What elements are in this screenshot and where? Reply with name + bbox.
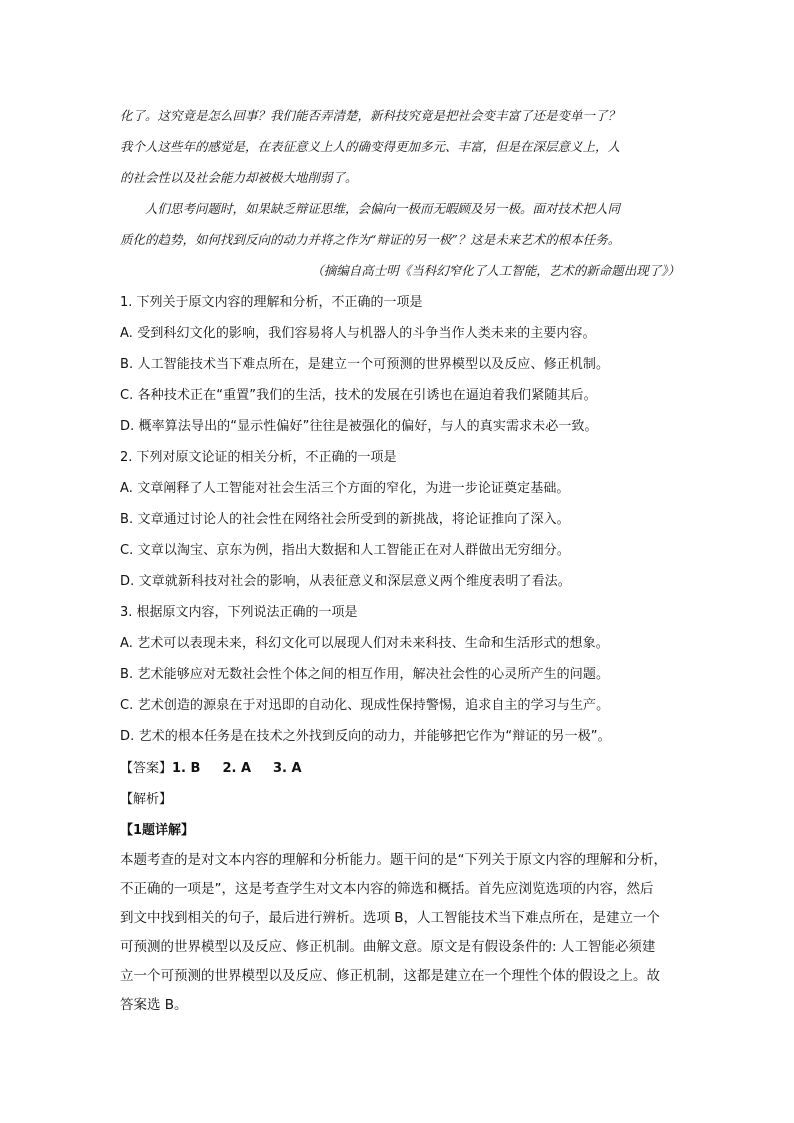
analysis-label: 【解析】 <box>120 792 173 807</box>
answer-line <box>120 753 302 784</box>
detail-label: 【1题详解】 <box>120 823 195 838</box>
option-2b: B. 文章通过讨论人的社会性在网络社会所受到的新挑战，将论证推向了深入。 <box>120 512 570 527</box>
explanation-line: 答案选 B。 <box>120 997 188 1013</box>
question-stem-3: 3. 根据原文内容，下列说法正确的一项是 <box>120 605 358 620</box>
option-3a: A. 艺术可以表现未来，科幻文化可以展现人们对未来科技、生命和生活形式的想象。 <box>120 636 609 651</box>
answer-item: 3. A <box>273 761 302 776</box>
option-2c: C. 文章以淘宝、京东为例，指出大数据和人工智能正在对人群做出无穷细分。 <box>120 543 570 558</box>
explanation-line: 本题考查的是对文本内容的理解和分析能力。题干问的是“下列关于原文内容的理解和分析， <box>120 852 667 868</box>
option-2a: A. 文章阐释了人工智能对社会生活三个方面的窄化，为进一步论证奠定基础。 <box>120 481 570 496</box>
passage-line: 质化的趋势，如何找到反向的动力并将之作为“辩证的另一极”？这是未来艺术的根本任务。 <box>120 232 621 247</box>
explanation-line: 到文中找到相关的句子，最后进行辨析。选项 B，人工智能技术当下难点所在，是建立一个 <box>120 910 661 926</box>
question-stem-2: 2. 下列对原文论证的相关分析，不正确的一项是 <box>120 450 397 465</box>
passage-line: 化了。这究竟是怎么回事？我们能否弄清楚，新科技究竟是把社会变丰富了还是变单一了？ <box>120 108 621 123</box>
question-list <box>120 287 680 752</box>
option-1a: A. 受到科幻文化的影响，我们容易将人与机器人的斗争当作人类未来的主要内容。 <box>120 326 596 341</box>
explanation-text <box>120 846 680 1020</box>
option-2d: D. 文章就新科技对社会的影响，从表征意义和深层意义两个维度表明了看法。 <box>120 574 571 589</box>
passage-line: 人们思考问题时，如果缺乏辩证思维，会偏向一极而无暇顾及另一极。面对技术把人同 <box>145 201 621 216</box>
explanation-line: 不正确的一项是”，这是考查学生对文本内容的筛选和概括。首先应浏览选项的内容，然后 <box>120 881 654 897</box>
explanation-line: 立一个可预测的世界模型以及反应、修正机制，这都是建立在一个理性个体的假设之上。故 <box>120 968 660 984</box>
passage-line: 我个人这些年的感觉是，在表征意义上人的确变得更加多元、丰富，但是在深层意义上，人 <box>120 139 621 154</box>
passage-source: （摘编自高士明《当科幻窄化了人工智能，艺术的新命题出现了》） <box>311 263 680 278</box>
passage-line: 的社会性以及社会能力却被极大地削弱了。 <box>120 170 358 185</box>
option-1c: C. 各种技术正在“重置”我们的生活，技术的发展在引诱也在逼迫着我们紧随其后。 <box>120 388 597 403</box>
option-1d: D. 概率算法导出的“显示性偏好”往往是被强化的偏好，与人的真实需求未必一致。 <box>120 419 598 434</box>
option-1b: B. 人工智能技术当下难点所在，是建立一个可预测的世界模型以及反应、修正机制。 <box>120 357 610 372</box>
option-3c: C. 艺术创造的源泉在于对迅即的自动化、现成性保持警惕，追求自主的学习与生产。 <box>120 698 610 713</box>
explanation-line: 可预测的世界模型以及反应、修正机制。曲解文意。原文是有假设条件的: 人工智能必须建 <box>120 939 656 955</box>
answer-label: 【答案】 <box>120 761 173 776</box>
question-stem-1: 1. 下列关于原文内容的理解和分析，不正确的一项是 <box>120 295 423 310</box>
answer-item: 2. A <box>222 761 252 776</box>
option-3d: D. 艺术的根本任务是在技术之外找到反向的动力，并能够把它作为“辩证的另一极”。 <box>120 729 611 744</box>
answer-item: 1. B <box>172 761 201 776</box>
reading-passage <box>120 100 680 286</box>
option-3b: B. 艺术能够应对无数社会性个体之间的相互作用，解决社会性的心灵所产生的问题。 <box>120 667 610 682</box>
